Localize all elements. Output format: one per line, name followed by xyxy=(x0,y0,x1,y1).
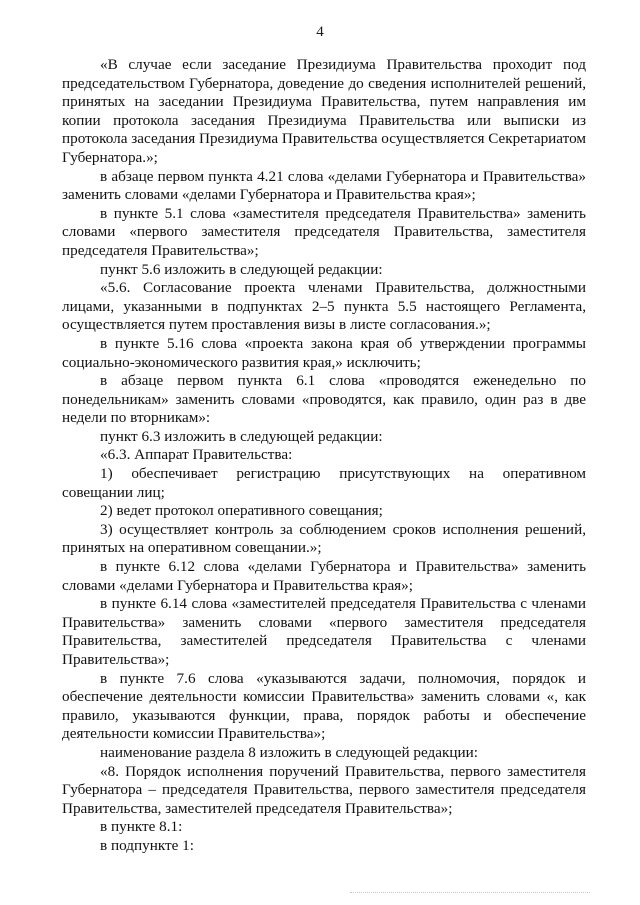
paragraph: в пункте 8.1: xyxy=(100,818,183,836)
paragraph: «8. Порядок исполнения поручений Правительства, первого заместителя Губернатора – председателя Правительства, первого заместителя председателя Правительства, заместителей председателя Правительства»; xyxy=(62,762,586,817)
document-body xyxy=(62,56,586,856)
paragraph: «В случае если заседание Президиума Правительства проходит под председательством Губернатора, доведение до сведения исполнителей решений, принятых на заседании Президиума Правительства, путем направления им копии протокола заседания Президиума Правительства или выписки из протокола заседания Президиума Правительства осуществляется Секретариатом Губернатора.»; xyxy=(62,56,586,166)
paragraph: пункт 5.6 изложить в следующей редакции: xyxy=(100,260,383,278)
paragraph: в пункте 5.1 слова «заместителя председателя Правительства» заменить словами «первого заместителя председателя Правительства, заместителя председателя Правительства»; xyxy=(62,204,586,259)
paragraph: 2) ведет протокол оперативного совещания; xyxy=(100,502,383,520)
paragraph: «6.3. Аппарат Правительства: xyxy=(100,446,293,464)
paragraph: в абзаце первом пункта 4.21 слова «делами Губернатора и Правительства» заменить словами «делами Губернатора и Правительства края»; xyxy=(62,167,586,204)
paragraph: в пункте 6.12 слова «делами Губернатора и Правительства» заменить словами «делами Губернатора и Правительства края»; xyxy=(62,558,586,594)
page-number: 4 xyxy=(316,24,324,40)
paragraph: в абзаце первом пункта 6.1 слова «проводятся еженедельно по понедельникам» заменить словами «проводятся, как правило, один раз в две недели по вторникам»: xyxy=(62,372,586,427)
paragraph: в подпункте 1: xyxy=(100,836,194,854)
paragraph: пункт 6.3 изложить в следующей редакции: xyxy=(100,427,383,445)
paragraph: 1) обеспечивает регистрацию присутствующих на оперативном совещании лиц; xyxy=(62,465,586,501)
paragraph: в пункте 6.14 слова «заместителей председателя Правительства с членами Правительства» заменить словами «первого заместителя председателя Правительства, заместителей председателя Правительства с членами Правительства»; xyxy=(62,595,586,668)
paragraph: 3) осуществляет контроль за соблюдением сроков исполнения решений, принятых на оперативном совещании.»; xyxy=(62,520,586,557)
paragraph: «5.6. Согласование проекта членами Правительства, должностными лицами, указанными в подпунктах 2–5 пункта 5.5 настоящего Регламента, осуществляется путем проставления визы в листе согласования.»; xyxy=(62,279,586,334)
paragraph: наименование раздела 8 изложить в следующей редакции: xyxy=(100,743,478,761)
paragraph: в пункте 7.6 слова «указываются задачи, полномочия, порядок и обеспечение деятельности комиссии Правительства» заменить словами «, как правило, указываются функции, права, порядок работы и обеспечение деятельности комиссии Правительства»; xyxy=(62,669,586,743)
paragraph: в пункте 5.16 слова «проекта закона края об утверждении программы социально-экономического развития края,» исключить; xyxy=(62,334,586,371)
scan-edge-divider xyxy=(350,892,590,893)
